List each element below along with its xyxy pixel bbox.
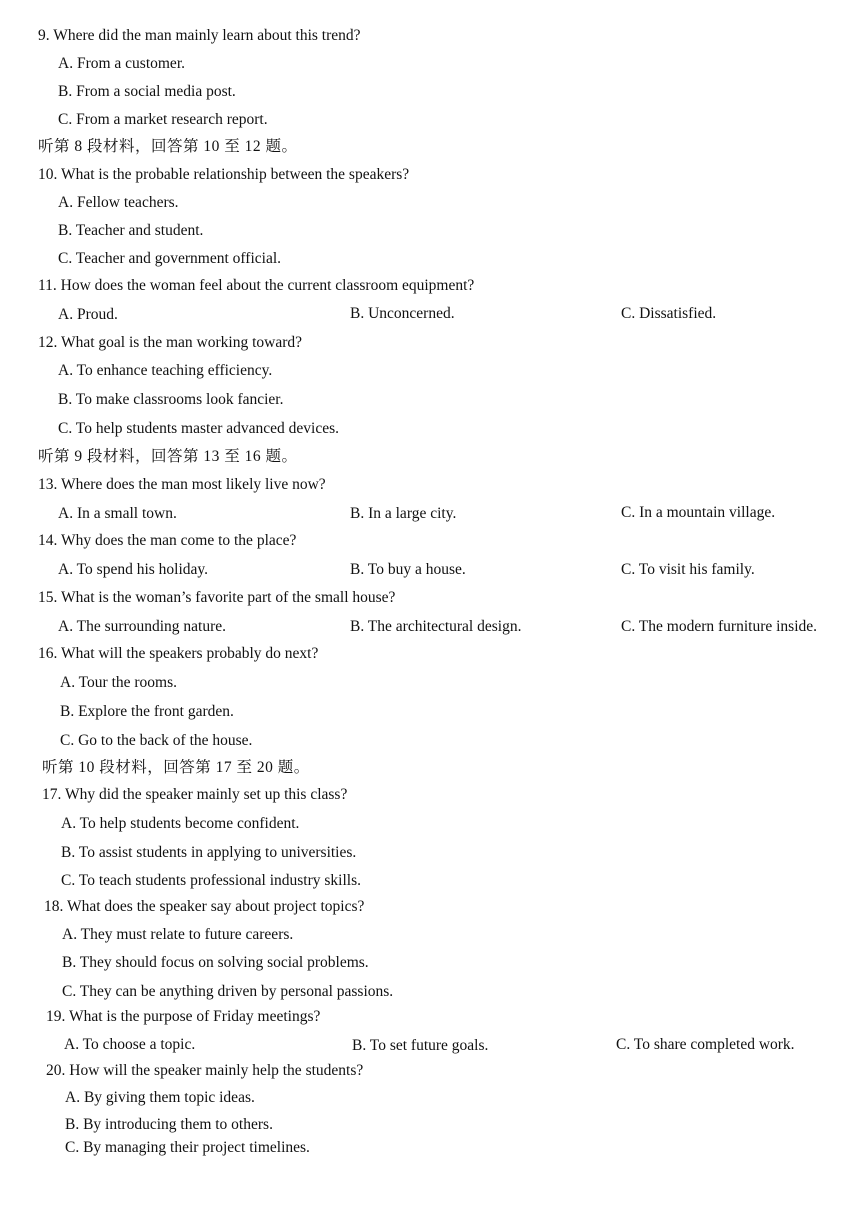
question-16: 16. What will the speakers probably do next? <box>38 645 319 662</box>
question-18: 18. What does the speaker say about project topics? <box>44 898 365 915</box>
q18-option-a: A. They must relate to future careers. <box>62 926 294 943</box>
q17-option-a: A. To help students become confident. <box>61 815 300 832</box>
q15-option-c: C. The modern furniture inside. <box>621 618 818 635</box>
q20-option-c: C. By managing their project timelines. <box>65 1139 310 1156</box>
question-20: 20. How will the speaker mainly help the students? <box>46 1062 364 1079</box>
q13-option-b: B. In a large city. <box>350 505 457 522</box>
q9-option-a: A. From a customer. <box>58 55 185 72</box>
q10-option-b: B. Teacher and student. <box>58 222 204 239</box>
q12-option-b: B. To make classrooms look fancier. <box>58 391 284 408</box>
q20-option-b: B. By introducing them to others. <box>65 1116 273 1133</box>
q11-option-a: A. Proud. <box>58 306 118 323</box>
q19-option-a: A. To choose a topic. <box>64 1036 196 1053</box>
q11-option-c: C. Dissatisfied. <box>621 305 717 322</box>
q18-option-c: C. They can be anything driven by personal passions. <box>62 983 394 1000</box>
q19-option-b: B. To set future goals. <box>352 1037 489 1054</box>
question-10: 10. What is the probable relationship between the speakers? <box>38 166 410 183</box>
question-14: 14. Why does the man come to the place? <box>38 532 297 549</box>
q14-option-b: B. To buy a house. <box>350 561 466 578</box>
question-17: 17. Why did the speaker mainly set up this class? <box>42 786 348 803</box>
q12-option-a: A. To enhance teaching efficiency. <box>58 362 273 379</box>
q11-option-b: B. Unconcerned. <box>350 305 455 322</box>
section-header-8: 听第 8 段材料，回答第 10 至 12 题。 <box>38 138 298 155</box>
q15-option-b: B. The architectural design. <box>350 618 522 635</box>
q14-option-c: C. To visit his family. <box>621 561 755 578</box>
question-19: 19. What is the purpose of Friday meetings? <box>46 1008 321 1025</box>
q9-option-c: C. From a market research report. <box>58 111 268 128</box>
q10-option-a: A. Fellow teachers. <box>58 194 179 211</box>
q20-option-a: A. By giving them topic ideas. <box>65 1089 255 1106</box>
question-12: 12. What goal is the man working toward? <box>38 334 303 351</box>
q16-option-b: B. Explore the front garden. <box>60 703 234 720</box>
section-header-10: 听第 10 段材料，回答第 17 至 20 题。 <box>42 759 310 776</box>
q17-option-b: B. To assist students in applying to universities. <box>61 844 357 861</box>
q9-option-b: B. From a social media post. <box>58 83 236 100</box>
q15-option-a: A. The surrounding nature. <box>58 618 227 635</box>
q14-option-a: A. To spend his holiday. <box>58 561 209 578</box>
q16-option-c: C. Go to the back of the house. <box>60 732 253 749</box>
q13-option-c: C. In a mountain village. <box>621 504 776 521</box>
q19-option-c: C. To share completed work. <box>616 1036 795 1053</box>
q10-option-c: C. Teacher and government official. <box>58 250 282 267</box>
question-11: 11. How does the woman feel about the current classroom equipment? <box>38 277 475 294</box>
question-15: 15. What is the woman’s favorite part of the small house? <box>38 589 396 606</box>
q13-option-a: A. In a small town. <box>58 505 177 522</box>
question-9: 9. Where did the man mainly learn about this trend? <box>38 27 361 44</box>
q17-option-c: C. To teach students professional industry skills. <box>61 872 361 889</box>
q12-option-c: C. To help students master advanced devices. <box>58 420 339 437</box>
q18-option-b: B. They should focus on solving social problems. <box>62 954 369 971</box>
section-header-9: 听第 9 段材料，回答第 13 至 16 题。 <box>38 448 298 465</box>
question-13: 13. Where does the man most likely live now? <box>38 476 326 493</box>
q16-option-a: A. Tour the rooms. <box>60 674 178 691</box>
